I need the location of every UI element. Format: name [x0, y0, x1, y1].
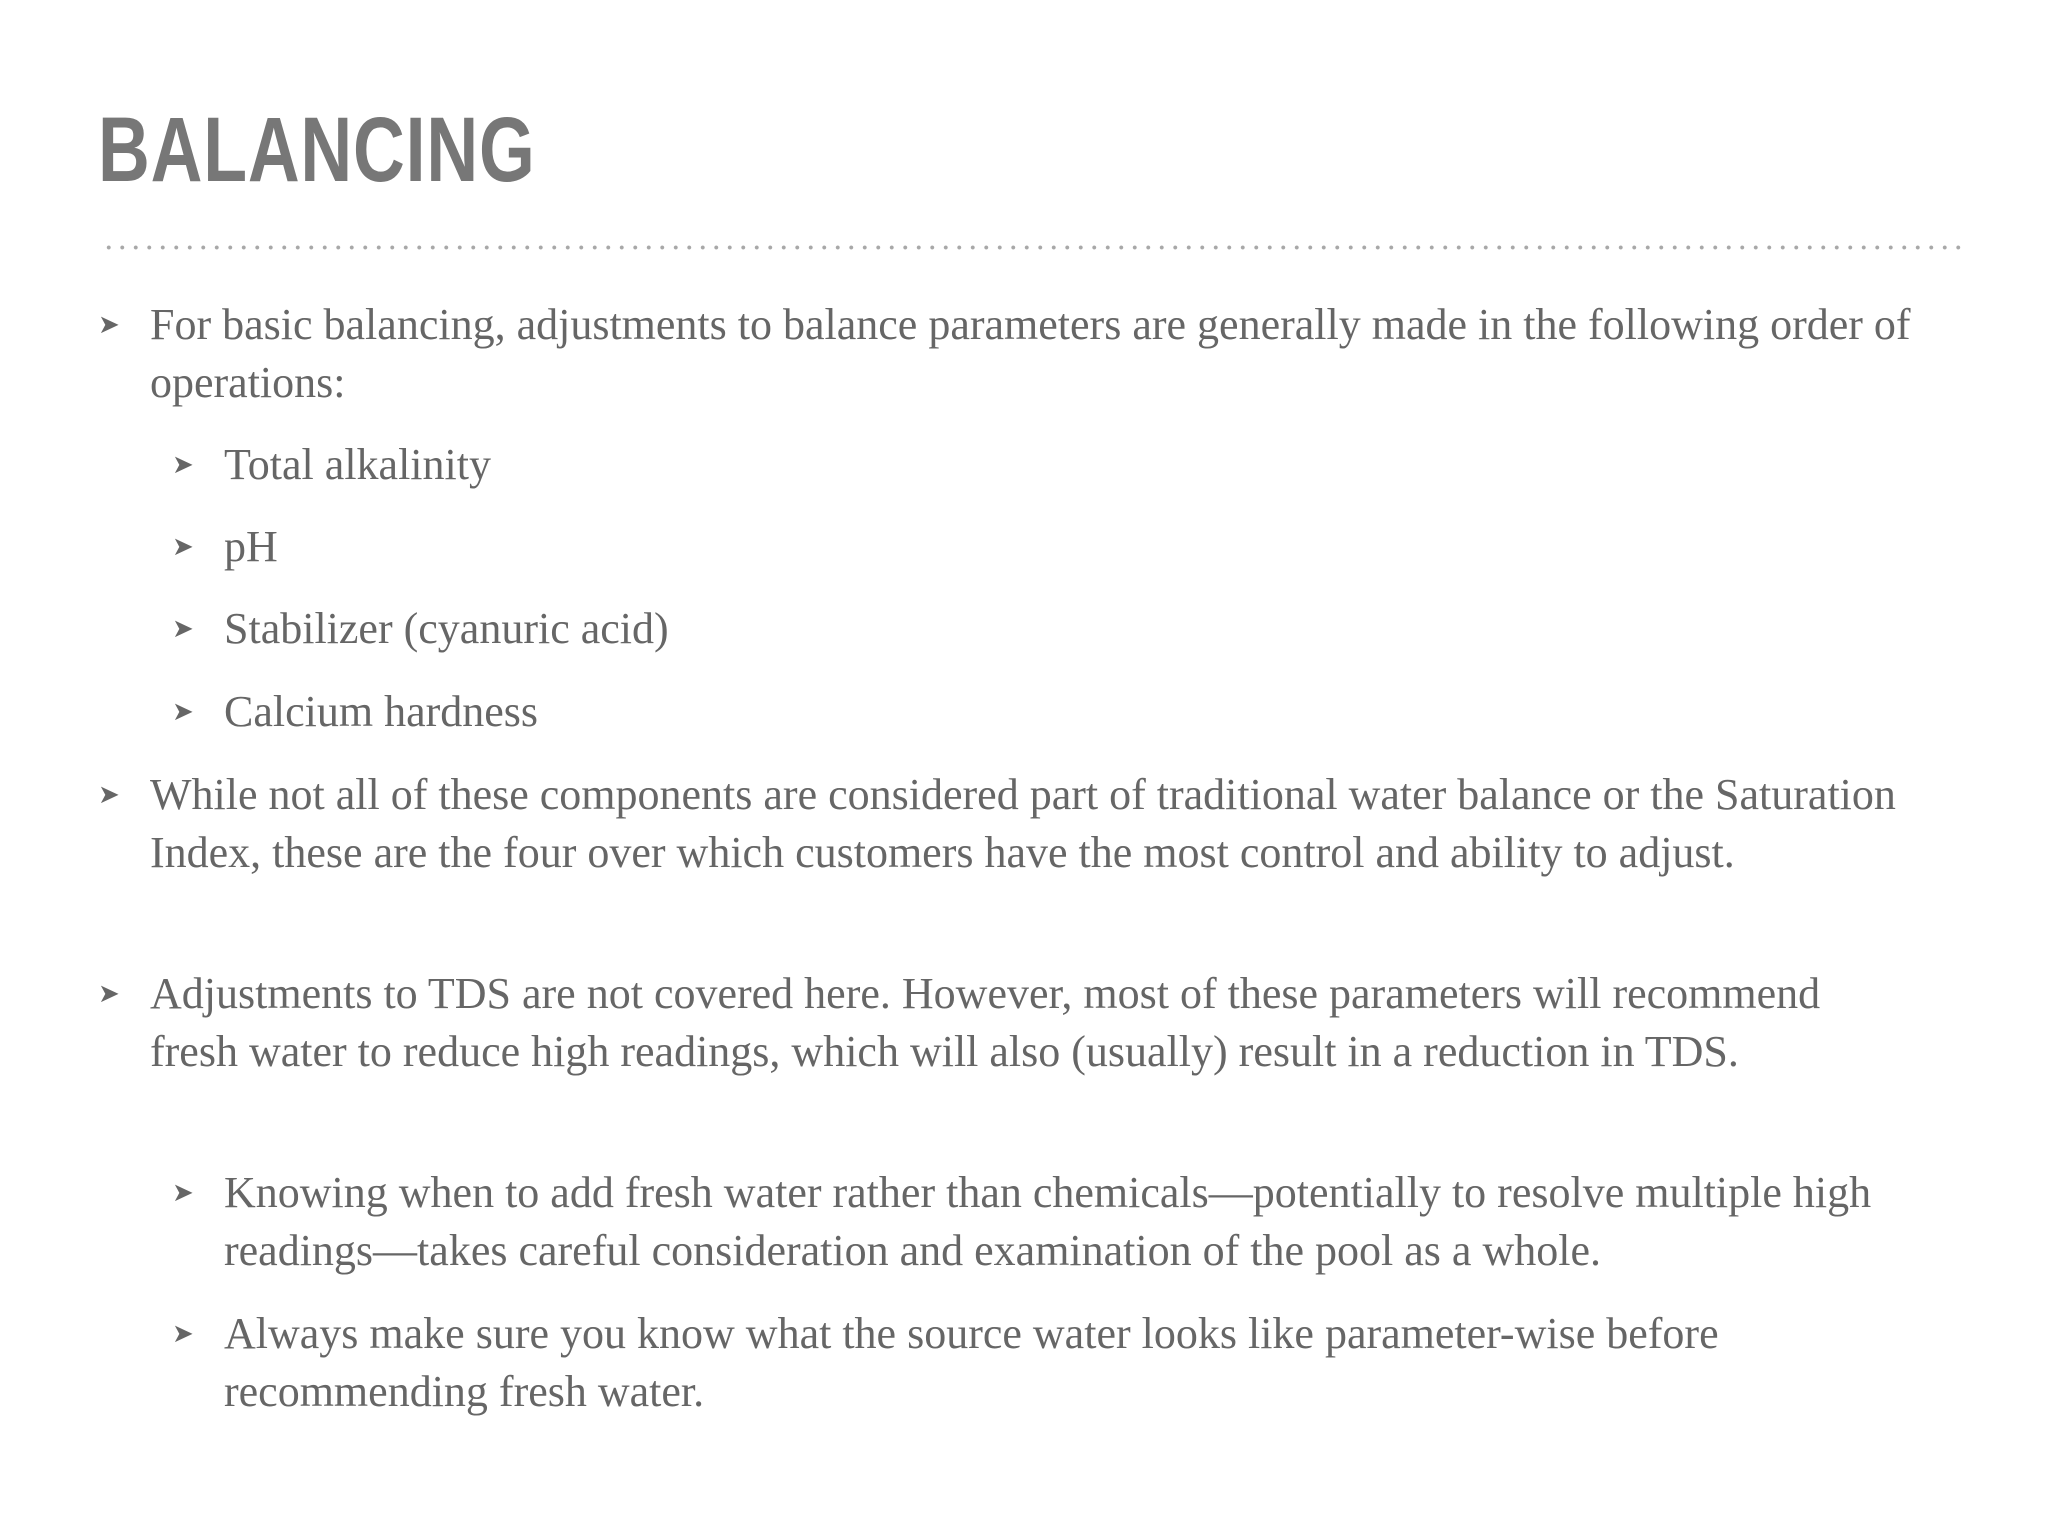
bullet-item [98, 766, 1978, 882]
arrow-bullet-icon: ➤ [98, 780, 120, 810]
arrow-bullet-icon: ➤ [172, 1319, 194, 1349]
bullet-text: While not all of these components are considered part of traditional water balance or the Saturation Index, these are the four over which customers have the most control and ability to adjust. [150, 770, 1896, 877]
bullet-text: For basic balancing, adjustments to balance parameters are generally made in the following order of operations: [150, 300, 1911, 407]
dotted-divider [102, 245, 1966, 250]
sub-bullet-item [172, 518, 1978, 576]
arrow-bullet-icon: ➤ [172, 697, 194, 727]
sub-bullet-text: Knowing when to add fresh water rather than chemicals—potentially to resolve multiple high readings—takes careful consideration and examination of the pool as a whole. [224, 1168, 1872, 1275]
arrow-bullet-icon: ➤ [172, 450, 194, 480]
sub-bullet-text: Calcium hardness [224, 687, 539, 736]
sub-bullet-text: Stabilizer (cyanuric acid) [224, 604, 669, 653]
sub-bullet-item [172, 1164, 1978, 1280]
bullet-text: Adjustments to TDS are not covered here. However, most of these parameters will recommend fresh water to reduce high readings, which will also (usually) result in a reduction in TDS. [150, 969, 1821, 1076]
sub-bullet-text: Total alkalinity [224, 440, 491, 489]
sub-bullet-item [172, 600, 1978, 658]
sub-bullet-text: pH [224, 522, 278, 571]
bullet-item [98, 965, 1978, 1081]
sub-bullet-item [172, 436, 1978, 494]
arrow-bullet-icon: ➤ [98, 979, 120, 1009]
bullet-item [98, 296, 1978, 412]
arrow-bullet-icon: ➤ [98, 310, 120, 340]
arrow-bullet-icon: ➤ [172, 614, 194, 644]
sub-bullet-item [172, 1305, 1978, 1421]
slide-title: BALANCING [98, 99, 536, 201]
sub-bullet-item [172, 683, 1978, 741]
arrow-bullet-icon: ➤ [172, 532, 194, 562]
sub-bullet-text: Always make sure you know what the source water looks like parameter-wise before recommending fresh water. [224, 1309, 1719, 1416]
arrow-bullet-icon: ➤ [172, 1178, 194, 1208]
